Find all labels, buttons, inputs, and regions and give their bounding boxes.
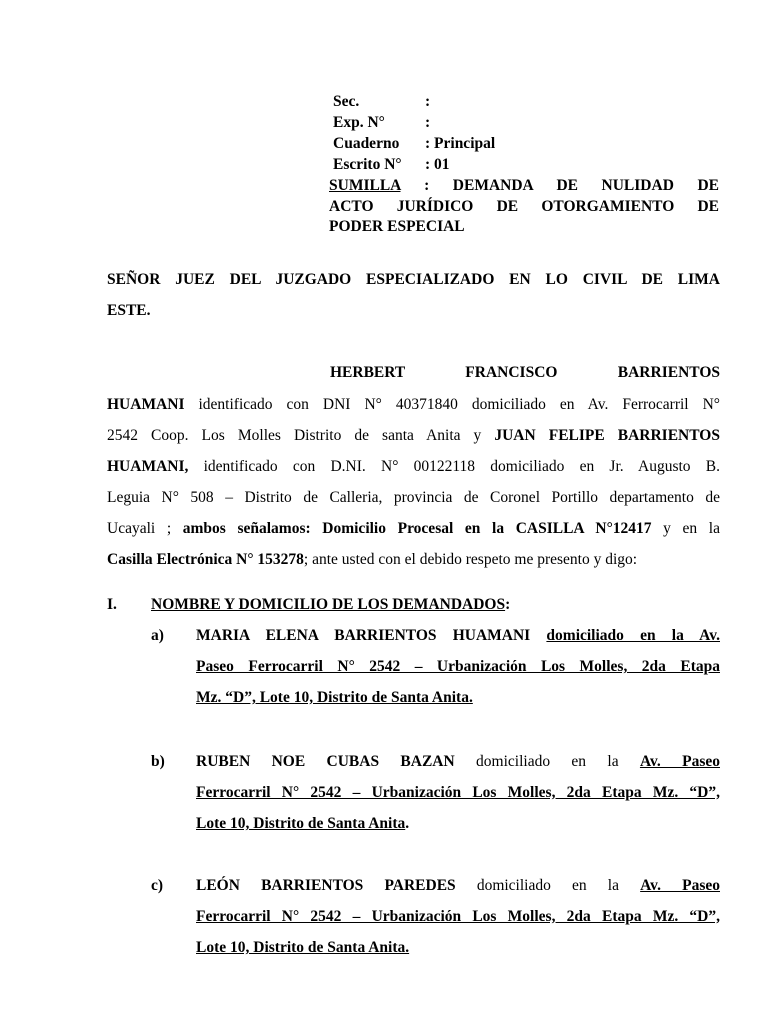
intro-name: JUAN FELIPE BARRIENTOS	[494, 427, 720, 444]
header-key: Sec.	[333, 93, 360, 110]
sumilla-line-2: ACTO JURÍDICO DE OTORGAMIENTO DE	[329, 198, 719, 215]
item-end: .	[405, 815, 410, 832]
header-value: :	[425, 93, 431, 110]
addressee-line-2: ESTE.	[107, 302, 151, 319]
defendant-name: RUBEN NOE CUBAS BAZAN	[196, 753, 455, 770]
intro-name: HUAMANI,	[107, 458, 189, 475]
intro-line-2	[107, 395, 720, 415]
addressee-line-1: SEÑOR JUEZ DEL JUZGADO ESPECIALIZADO EN LO CIVIL DE LIMA	[107, 271, 720, 288]
casilla-electronica: Casilla Electrónica N° 153278	[107, 551, 304, 568]
intro-line-7	[107, 550, 720, 570]
defendant-address: domiciliado en la Av.	[546, 627, 720, 644]
header-key: Exp. N°	[333, 114, 385, 131]
intro-text: Ucayali ;	[107, 520, 183, 537]
domicilio-procesal: ambos señalamos: Domicilio Procesal en la CASILLA N°12417	[182, 520, 652, 537]
item-c-line-2: Ferrocarril N° 2542 – Urbanización Los Molles, 2da Etapa Mz. “D”,	[196, 908, 720, 925]
sumilla-line-1	[329, 176, 719, 196]
item-a-line-2: Paseo Ferrocarril N° 2542 – Urbanización Los Molles, 2da Etapa	[196, 658, 720, 675]
header-key: Cuaderno	[333, 135, 400, 152]
header-row-exp	[333, 113, 430, 133]
item-c-line-1	[196, 876, 720, 896]
intro-text: y en la	[651, 520, 720, 537]
section-numeral: I.	[107, 596, 117, 613]
intro-text: ; ante usted con el debido respeto me presento y digo:	[303, 551, 638, 568]
intro-name: HUAMANI	[107, 396, 185, 413]
item-b-line-2: Ferrocarril N° 2542 – Urbanización Los Molles, 2da Etapa Mz. “D”,	[196, 784, 720, 801]
item-text: domiciliado en la	[455, 877, 641, 894]
section-title-colon: :	[505, 596, 511, 613]
item-b-line-3	[196, 814, 720, 834]
item-a-line-1	[196, 626, 720, 646]
sumilla-line-3: PODER ESPECIAL	[329, 218, 465, 235]
defendant-address: Av. Paseo	[639, 753, 720, 770]
defendant-address: Av. Paseo	[640, 877, 720, 894]
item-a-letter: a)	[151, 627, 164, 644]
intro-line-1: HERBERT FRANCISCO BARRIENTOS	[330, 364, 720, 381]
defendant-name: LEÓN BARRIENTOS PAREDES	[196, 877, 456, 894]
section-title	[151, 595, 510, 615]
defendant-name: MARIA ELENA BARRIENTOS HUAMANI	[196, 627, 531, 644]
header-row-cuaderno	[333, 134, 495, 154]
header-key: Escrito N°	[333, 156, 402, 173]
item-b-line-1	[196, 752, 720, 772]
defendant-address: Lote 10, Distrito de Santa Anita	[196, 815, 406, 832]
header-value: : Principal	[425, 135, 496, 152]
item-c-letter: c)	[151, 877, 164, 894]
header-value: :	[425, 114, 431, 131]
item-c-line-3: Lote 10, Distrito de Santa Anita.	[196, 939, 410, 956]
item-b-letter: b)	[151, 753, 165, 770]
intro-text: identificado con DNI N° 40371840 domiciliado en Av. Ferrocarril N°	[184, 396, 720, 413]
intro-line-6	[107, 519, 720, 539]
item-text: domiciliado en la	[454, 753, 640, 770]
intro-line-4	[107, 457, 720, 477]
section-title-text: NOMBRE Y DOMICILIO DE LOS DEMANDADOS	[151, 596, 506, 613]
header-value: : 01	[425, 156, 450, 173]
sumilla-text: : DEMANDA DE NULIDAD DE	[400, 177, 719, 194]
intro-line-3	[107, 426, 720, 446]
intro-text: identificado con D.NI. N° 00122118 domiciliado en Jr. Augusto B.	[188, 458, 720, 475]
intro-line-5: Leguia N° 508 – Distrito de Calleria, provincia de Coronel Portillo departamento de	[107, 489, 720, 506]
intro-text: 2542 Coop. Los Molles Distrito de santa Anita y	[107, 427, 495, 444]
sumilla-label: SUMILLA	[329, 177, 401, 194]
header-row-sec	[333, 92, 430, 112]
item-a-line-3: Mz. “D”, Lote 10, Distrito de Santa Anita.	[196, 689, 473, 706]
header-row-escrito	[333, 155, 450, 175]
